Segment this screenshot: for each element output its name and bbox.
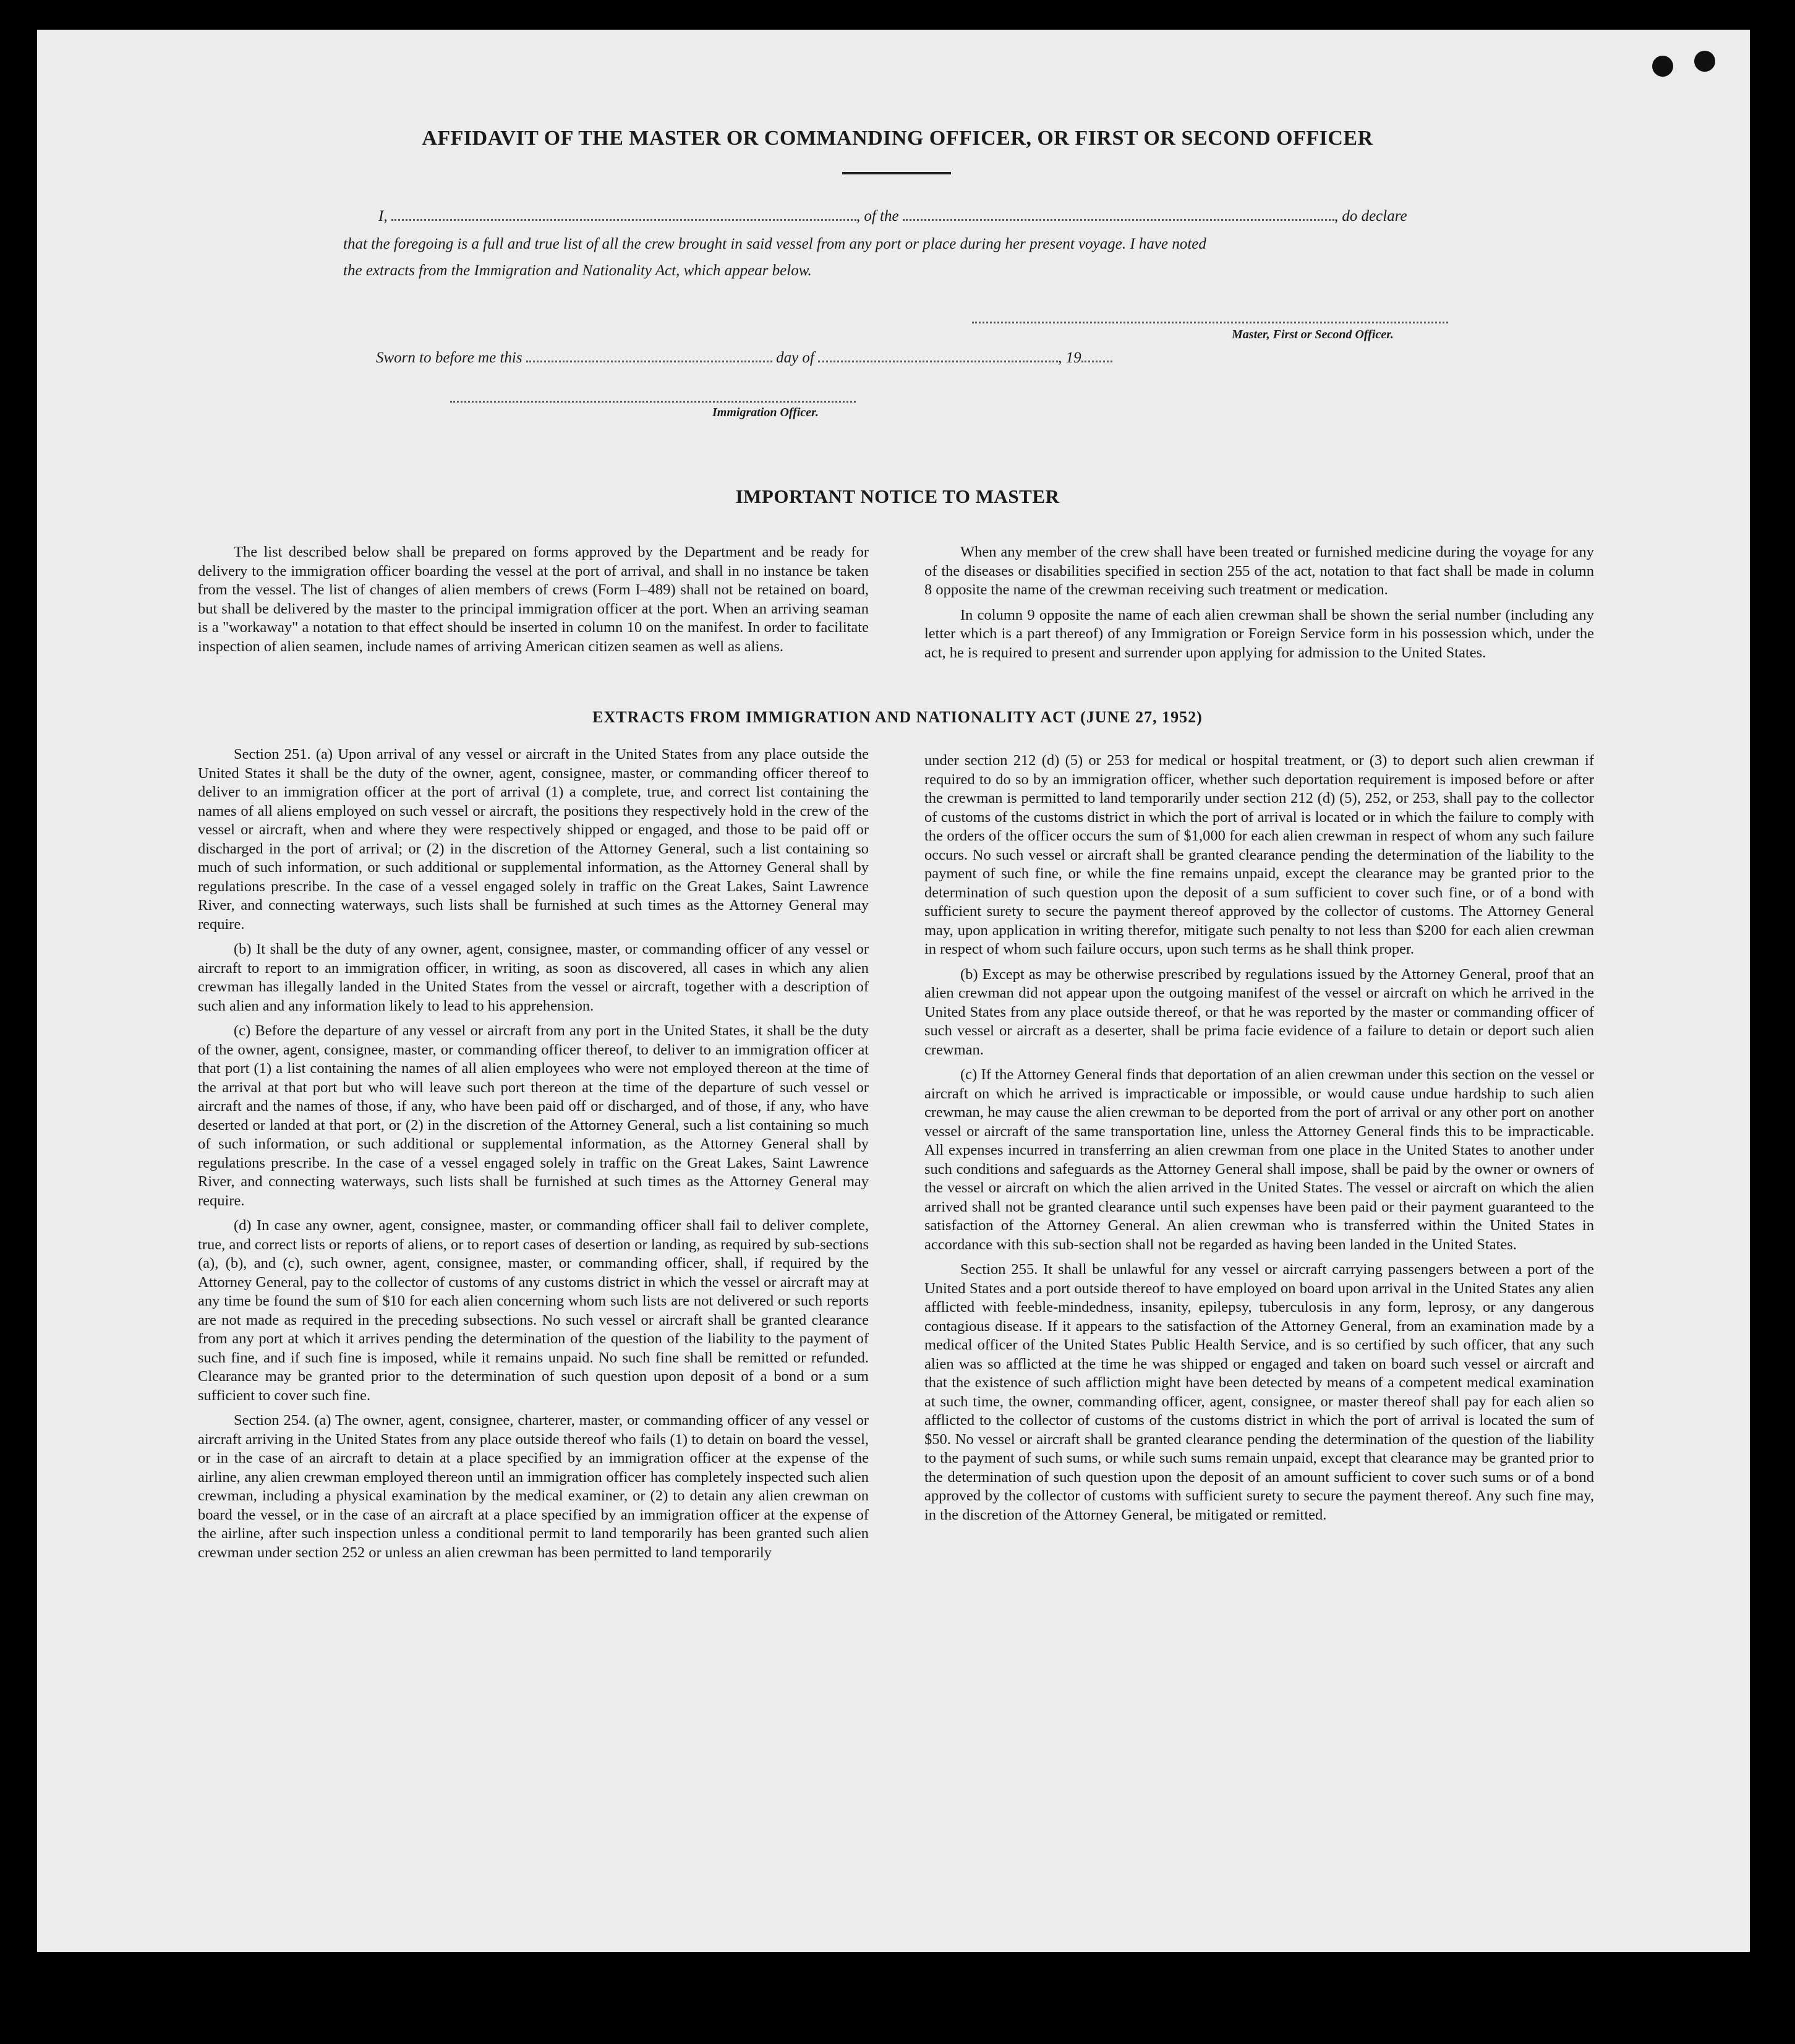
year-label: 19	[1065, 349, 1081, 366]
master-signature-line[interactable]	[972, 322, 1448, 323]
extracts-right-column	[924, 751, 1594, 1531]
section-251-b: (b) It shall be the duty of any owner, agent, consignee, master, or commanding officer of any vessel or aircraft to report to an immigration officer, in writing, as soon as discovered, all cases in which any alien crewman has illegally landed in the United States from the vessel or aircraft, together with a description of such alien and any information likely to lead to his apprehension.	[198, 941, 869, 1014]
section-254-b: (b) Except as may be otherwise prescribed by regulations issued by the Attorney General, proof that an alien crewman did not appear upon the outgoing manifest of the vessel or aircraft on which he arrived in the United States from any place outside thereof, or that he was reported by the master or commanding officer of such vessel or aircraft as a deserter, shall be prima facie evidence of a failure to detain or deport such alien crewman.	[924, 965, 1594, 1058]
notice-right-column	[924, 543, 1594, 669]
i-label: I,	[378, 208, 388, 224]
officer-signature-line[interactable]	[450, 401, 856, 403]
year-field[interactable]	[1081, 357, 1112, 362]
day-field[interactable]	[526, 357, 772, 362]
section-254-a: Section 254. (a) The owner, agent, consignee, charterer, master, or commanding officer of any vessel or aircraft arriving in the United States from any place outside thereof who fails (1) to detain on board the vessel, or in the case of an aircraft to detain at a place specified by an immigration officer at the expense of the airline, any alien crewman employed thereon until an immigration officer has completely inspected such alien crewman, including a physical examination by the medical examiner, or (2) to detain any alien crewman on board the vessel, or in the case of an aircraft at a place specified by an immigration officer at the expense of the airline, after such inspection unless a conditional permit to land temporarily has been granted such alien crewman under section 252 or unless an alien crewman has been permitted to land temporarily	[198, 1412, 869, 1561]
affidavit-title: AFFIDAVIT OF THE MASTER OR COMMANDING OFFICER, OR FIRST OR SECOND OFFICER	[422, 127, 1373, 150]
section-251-a: Section 251. (a) Upon arrival of any vessel or aircraft in the United States from any place outside the United States it shall be the duty of the owner, agent, consignee, master, or commanding officer thereof to deliver to an immigration officer at the port of arrival (1) a complete, true, and correct list containing the names of all aliens employed on such vessel or aircraft, the positions they respectively hold in the crew of the vessel or aircraft, when and where they were respectively shipped or engaged, and those to be paid off or discharged in the port of arrival; or (2) in the discretion of the Attorney General, such a list containing so much of such information, or such additional or supplemental information, as the Attorney General shall by regulations prescribe. In the case of a vessel engaged solely in traffic on the Great Lakes, Saint Lawrence River, and connecting waterways, such lists shall be furnished at such times as the Attorney General may require.	[198, 746, 869, 933]
notice-right-p1: When any member of the crew shall have been treated or furnished medicine during the voyage for any of the diseases or disabilities specified in section 255 of the act, notation to that fact shall be made in column 8 opposite the name of the crewman receiving such treatment or medication.	[924, 544, 1594, 598]
punch-hole-left	[1652, 56, 1673, 77]
title-rule	[842, 172, 951, 174]
affidavit-statement-2: the extracts from the Immigration and Nationality Act, which appear below.	[343, 262, 812, 279]
affidavit-statement-1: that the foregoing is a full and true list of all the crew brought in said vessel from any port or place during her present voyage. I have noted	[343, 236, 1206, 252]
master-signature-label: Master, First or Second Officer.	[1232, 328, 1394, 341]
sworn-label: Sworn to before me this	[376, 349, 522, 366]
extracts-title: EXTRACTS FROM IMMIGRATION AND NATIONALITY ACT (JUNE 27, 1952)	[592, 708, 1203, 726]
notice-right-p2: In column 9 opposite the name of each alien crewman shall be shown the serial number (including any letter which is a part thereof) of any Immigration or Foreign Service form in his possession which, under the act, he is required to present and surrender upon applying for admission to the United States.	[924, 606, 1594, 661]
section-251-d: (d) In case any owner, agent, consignee, master, or commanding officer shall fail to deliver complete, true, and correct lists or reports of aliens, or to report cases of desertion or landing, as required by sub-sections (a), (b), and (c), such owner, agent, consignee, master, or commanding officer, shall, if required by the Attorney General, pay to the collector of customs of any customs district in which the vessel or aircraft may at any time be found the sum of $10 for each alien concerning whom such lists are not delivered or such reports are not made as required in the preceding subsections. No such vessel or aircraft shall be granted clearance from any port at which it arrives pending the determination of the question of the liability to the payment of such fine, and if such fine is imposed, while it remains unpaid. No such fine shall be remitted or refunded. Clearance may be granted prior to the determination of such question upon deposit of a bond or a sum sufficient to cover such fine.	[198, 1217, 869, 1404]
declare-label: do declare	[1342, 208, 1407, 224]
section-251-c: (c) Before the departure of any vessel or aircraft from any port in the United States, it shall be the duty of the owner, agent, consignee, master, or commanding officer thereof, to deliver to an immigration officer at that port (1) a list containing the names of all alien employees who were not employed thereon at the time of the arrival at that port but who will leave such port thereon at the time of the departure of such vessel or aircraft and the names of those, if any, who have been paid off or discharged, and of those, if any, who have deserted or landed at that port, or (2) in the discretion of the Attorney General, such a list containing so much of such information, or such additional or supplemental information, as the Attorney General shall by regulations prescribe. In the case of a vessel engaged solely in traffic on the Great Lakes, Saint Lawrence River, and connecting waterways, such lists shall be furnished at such times as the Attorney General may require.	[198, 1022, 869, 1209]
sworn-line: Sworn to before me this day of , 19	[376, 349, 1112, 367]
officer-signature-label: Immigration Officer.	[712, 406, 819, 419]
notice-title: IMPORTANT NOTICE TO MASTER	[735, 485, 1060, 507]
section-255: Section 255. It shall be unlawful for any vessel or aircraft carrying passengers between a port of the United States and a port outside thereof to have employed on board upon arrival in the United States any alien afflicted with feeble-mindedness, insanity, epilepsy, tuberculosis in any form, leprosy, or any dangerous contagious disease. If it appears to the satisfaction of the Attorney General, from an examination made by a medical officer of the United States Public Health Service, and is so certified by such officer, that any such alien was so afflicted at the time he was shipped or engaged and taken on board such vessel or aircraft and that the existence of such affliction might have been detected by means of a competent medical examination at such time, the owner, commanding officer, agent, consignee, or master thereof shall pay for each alien so afflicted to the collector of customs of the customs district in which the port of arrival is located the sum of $50. No vessel or aircraft shall be granted clearance pending the determination of the question of the liability to the payment of such sums, or while such sums remain unpaid, except that clearance may be granted prior to the determination of such question upon the deposit of an amount sufficient to cover such sums or of a bond approved by the collector of customs with sufficient surety to secure the payment thereof. Any such fine may, in the discretion of the Attorney General, be mitigated or remitted.	[924, 1261, 1594, 1523]
of-the-label: of the	[864, 208, 899, 224]
section-254-a-cont: under section 212 (d) (5) or 253 for medical or hospital treatment, or (3) to deport such alien crewman if required to do so by an immigration officer, whether such deportation requirement is imposed before or after the crewman is permitted to land temporarily under section 212 (d) (5), 252, or 253, shall pay to the collector of customs of the customs district in which the port of arrival is located or in which the failure to comply with the orders of the officer occurs the sum of $1,000 for each alien crewman in respect of whom any such failure occurs. No such vessel or aircraft shall be granted clearance pending the determination of the liability to the payment of such fine, or while the fine remains unpaid, except the clearance may be granted prior to the determination of such question upon the deposit of a sum sufficient to cover such fine, or of a bond with sufficient surety to secure the payment thereof approved by the collector of customs. The Attorney General may, upon application in writing therefor, mitigate such penalty to not less than $200 for each alien crewman in respect of whom such failure occurs, upon such terms as he shall think proper.	[924, 752, 1594, 957]
section-254-c: (c) If the Attorney General finds that deportation of an alien crewman under this section on the vessel or aircraft on which he arrived is impracticable or impossible, or would cause undue hardship to such alien crewman, he may cause the alien crewman to be deported from the port of arrival or any other port on another vessel or aircraft of the same transportation line, unless the Attorney General finds this to be impracticable. All expenses incurred in transferring an alien crewman from one place in the United States to another under such conditions and safeguards as the Attorney General shall impose, shall be paid by the owner or owners of the vessel or aircraft on which the alien arrived in the United States. The vessel or aircraft on which the alien arrived shall not be granted clearance until such expenses have been paid or their payment guaranteed to the satisfaction of the Attorney General. An alien crewman who is transferred within the United States in accordance with this sub-section shall not be regarded as having been landed in the United States.	[924, 1066, 1594, 1253]
extracts-left-column	[198, 745, 869, 1568]
notice-left-text: The list described below shall be prepared on forms approved by the Department and be ready for delivery to the immigration officer boarding the vessel at the port of arrival, and shall in no instance be taken from the vessel. The list of changes of alien members of crews (Form I–489) shall not be retained on board, but shall be delivered by the master to the principal immigration officer at the port. When an arriving seaman is a "workaway" a notation to that effect should be inserted in column 10 on the manifest. In order to facilitate inspection of alien seamen, include names of arriving American citizen seamen as well as aliens.	[198, 544, 869, 655]
day-of-label: day of	[776, 349, 814, 366]
vessel-field[interactable]	[903, 215, 1334, 221]
punch-hole-right	[1694, 51, 1715, 72]
affidavit-declare-line: I, , of the , do declare	[378, 208, 1407, 224]
month-field[interactable]	[818, 357, 1058, 362]
notice-left-column	[198, 543, 869, 662]
name-field[interactable]	[391, 215, 856, 221]
